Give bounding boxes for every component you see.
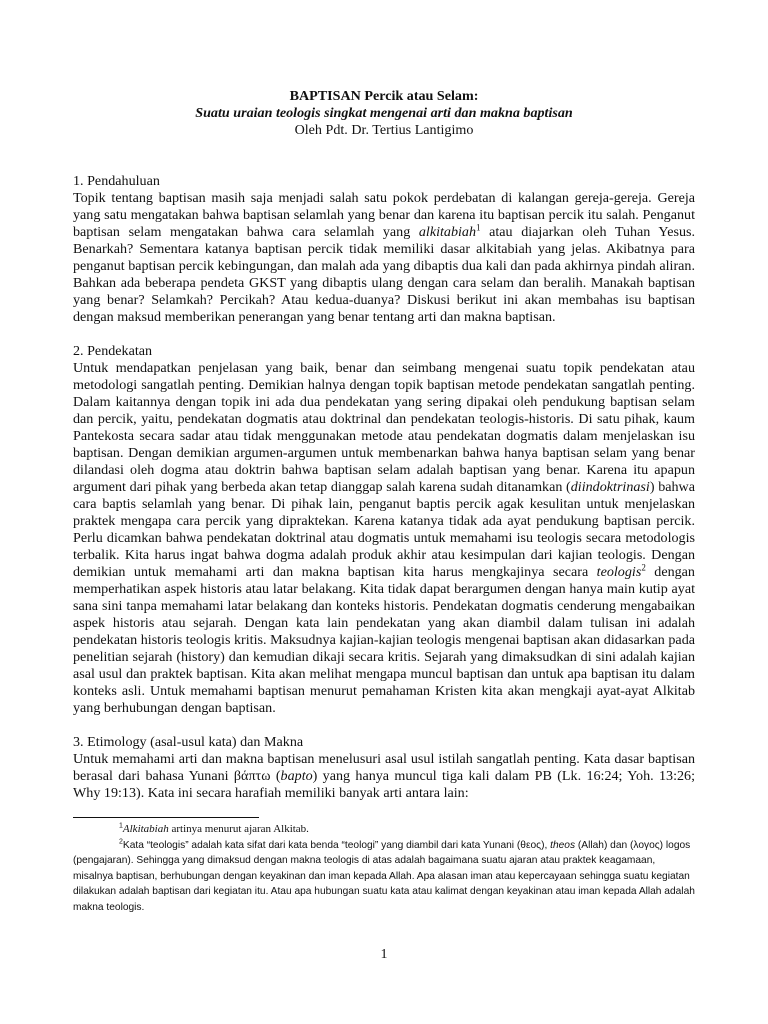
document-title: BAPTISAN Percik atau Selam: [289,88,479,104]
term-alkitabiah: alkitabiah [418,224,477,240]
section-paragraph: Topik tentang baptisan masih saja menjadi salah satu pokok perdebatan di kalangan gereja-gereja. Gereja yang satu mengatakan bahwa baptisan selamlah yang benar dan karena itu baptisan percik itu salah. Penganut baptisan selam mengatakan bahwa cara selamlah yang alkitabiah$^1$ atau diajarkan oleh Tuhan Yesus. Benarkah? Sementara katanya baptisan percik tidak memiliki dasar alkitabiah yang jelas. Akibatnya para penganut baptisan percik kebingungan, dan malah ada yang dibaptis dua kali dan pada akhirnya pindah aliran. Bahkan ada beberapa pendeta GKST yang dibaptis ulang dengan cara selam dan beralih. Manakah baptisan yang benar? Selamkah? Percikah? Atau kedua-duanya? Diskusi berikut ini akan membahas isu baptisan dengan maksud memberikan penerangan yang benar tentang arti dan makna baptisan. [73,190,695,325]
section-paragraph: Untuk memahami arti dan makna baptisan menelusuri asal usul istilah sangatlah penting. Kata dasar baptisan berasal dari bahasa Yunani βάπτω (bapto) yang hanya muncul tiga kali dalam PB (Lk. 16:24; Yoh. 13:26; Why 19:13). Kata ini secara harafiah memiliki banyak arti antara lain: [73,751,695,801]
footnote-ref-2[interactable]: 2 [641,562,646,573]
footnote-separator [73,817,259,818]
section-paragraph: Untuk mendapatkan penjelasan yang baik, benar dan seimbang mengenai suatu topik pendekatan atau metodologi sangatlah penting. Demikian halnya dengan topik baptisan metode pendekatan sangatlah penting. Dalam kaitannya dengan topik ini ada dua pendekatan yang sering dipakai oleh pendukung baptisan selam dan percik, yaitu, pendekatan dogmatis atau doktrinal dan pendekatan teologis-historis. Di satu pihak, kaum Pantekosta secara sadar atau tidak menggunakan metode atau pendekatan dogmatis dalam menjelaskan isu baptisan. Dengan demikian argumen-argumen untuk membenarkan bahwa hanya baptisan selam yang benar dilandasi oleh dogma atau doktrin bahwa baptisan selam adalah baptisan yang benar. Karena itu apapun argument dari pihak yang berbeda akan tetap dianggap salah karena sudah ditanamkan (diindoktrinasi) bahwa cara baptis selamlah yang benar. Di pihak lain, penganut baptis percik agak kesulitan untuk menjelaskan praktek mengapa cara percik yang dipraktekan. Karena katanya tidak ada ayat pendukung baptisan percik. Perlu dicamkan bahwa pendekatan doktrinal atau dogmatis untuk memahami isu teologis secara metodologis terbalik. Kita harus ingat bahwa dogma adalah produk akhir atau kesimpulan dari kajian teologis. Dengan demikian untuk memahami arti dan makna baptisan kita harus mengkajinya secara teologis$^2$ dengan memperhatikan aspek historis atau latar belakang. Kita tidak dapat berargumen dengan hanya main kutip ayat sana sini tanpa memahami latar belakang dan konteks historis. Pendekatan dogmatis cenderung mengabaikan aspek historis atau sejarah. Dengan kata lain pendekatan yang akan diambil dalam tulisan ini adalah pendekatan historis teologis kritis. Maksudnya kajian-kajian teologis mengenai baptisan akan didasarkan pada penelitian sejarah (history) dan kemudian dikaji secara kritis. Sejarah yang dimaksudkan di sini adalah kajian asal usul dan praktek baptisan. Kita akan melihat mengapa muncul baptisan dan untuk apa baptisan itu dalam konteks asli. Untuk memahami baptisan menurut pemahaman Kristen kita akan mengkaji ayat-ayat Alkitab yang berhubungan dengan baptisan. [73,360,695,716]
greek-word: βάπτω [233,768,271,784]
section-pendekatan [73,343,695,717]
document-subtitle: Suatu uraian teologis singkat mengenai arti dan makna baptisan [195,105,573,121]
section-heading: 1. Pendahuluan [73,173,160,189]
section-heading: 2. Pendekatan [73,343,153,359]
term-bapto: bapto [280,768,313,784]
footnote-ref-1[interactable]: 1 [476,222,481,233]
section-pendahuluan [73,173,695,326]
document-author: Oleh Pdt. Dr. Tertius Lantigimo [294,122,474,138]
section-etimology [73,734,695,802]
section-heading: 3. Etimology (asal-usul kata) dan Makna [73,734,304,750]
footnote-2: $^2$Kata “teologis” adalah kata sifat dari kata benda “teologi” yang diambil dari kata Yunani (θεος), theos (Allah) dan (λογος) logos (pengajaran). Sehingga yang dimaksud dengan makna teologis di atas adalah bagaimana suatu ajaran atau praktek keagamaan, misalnya baptisan, berhubungan dengan keyakinan dan iman kepada Allah. Apa alasan iman atau kepercayaan sehingga suatu kegiatan dilakukan adalah baptisan dari kegiatan itu. Atau apa hubungan suatu kata atau kalimat dengan keyakinan atau iman kepada Allah adalah makna teologis. [73,838,695,913]
footnotes [73,822,695,915]
term-diindoktrinasi: diindoktrinasi [570,479,650,495]
page-number: 1 [380,947,388,962]
footnote-1: $^1$Alkitabiah artinya menurut ajaran Alkitab. [119,822,309,835]
term-teologis: teologis [596,564,642,580]
